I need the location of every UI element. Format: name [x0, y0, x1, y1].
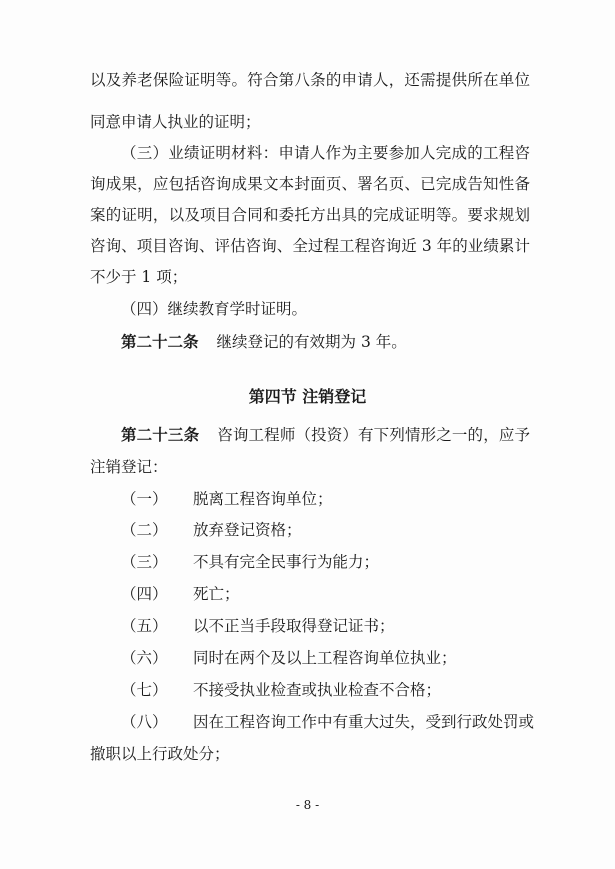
list-item	[121, 489, 333, 509]
list-item	[121, 552, 379, 572]
article-23	[121, 425, 530, 445]
list-item-number: （三）	[121, 553, 168, 571]
list-item-number: （一）	[121, 490, 168, 508]
paragraph-line: 不少于 1 项；	[90, 268, 188, 286]
list-item-text: 放弃登记资格；	[193, 521, 302, 539]
paragraph-line: 撤职以上行政处分；	[90, 745, 230, 763]
paragraph-line: 案的证明，以及项目合同和委托方出具的完成证明等。要求规划	[90, 206, 530, 224]
paragraph-line: 咨询、项目咨询、评估咨询、全过程工程咨询近 3 年的业绩累计	[90, 237, 530, 255]
list-item	[121, 520, 302, 540]
list-item-text: 因在工程咨询工作中有重大过失，受到行政处罚或	[193, 713, 535, 731]
list-item-number: （六）	[121, 649, 168, 667]
paragraph-line: 询成果，应包括咨询成果文本封面页、署名页、已完成告知性备	[90, 175, 530, 193]
article-22	[121, 332, 530, 352]
list-item-text: 同时在两个及以上工程咨询单位执业；	[193, 649, 457, 667]
article-text: 咨询工程师（投资）有下列情形之一的，应予	[217, 426, 530, 444]
article-label: 第二十二条	[121, 332, 199, 351]
list-item-number: （二）	[121, 521, 168, 539]
list-item-text: 以不正当手段取得登记证书；	[193, 617, 395, 635]
paragraph-line: （四）继续教育学时证明。	[121, 300, 308, 318]
paragraph-line: 以及养老保险证明等。符合第八条的申请人，还需提供所在单位	[90, 71, 530, 89]
list-item	[121, 648, 457, 668]
section-title: 第四节 注销登记	[248, 387, 367, 406]
paragraph-line: （三）业绩证明材料：申请人作为主要参加人完成的工程咨	[121, 144, 530, 162]
list-item-text: 脱离工程咨询单位；	[193, 490, 333, 508]
list-item	[121, 712, 534, 732]
list-item-text: 不接受执业检查或执业检查不合格；	[193, 681, 442, 699]
list-item	[121, 680, 441, 700]
list-item	[121, 584, 240, 604]
list-item-number: （五）	[121, 617, 168, 635]
list-item-number: （七）	[121, 681, 168, 699]
list-item-text: 死亡；	[193, 585, 240, 603]
paragraph-line: 注销登记：	[90, 458, 168, 476]
list-item-number: （四）	[121, 585, 168, 603]
article-label: 第二十三条	[121, 425, 200, 444]
article-text: 继续登记的有效期为 3 年。	[216, 333, 407, 351]
list-item-number: （八）	[121, 713, 168, 731]
list-item-text: 不具有完全民事行为能力；	[193, 553, 380, 571]
paragraph-line: 同意申请人执业的证明；	[90, 113, 261, 131]
list-item	[121, 616, 395, 636]
page-number: - 8 -	[295, 798, 320, 812]
